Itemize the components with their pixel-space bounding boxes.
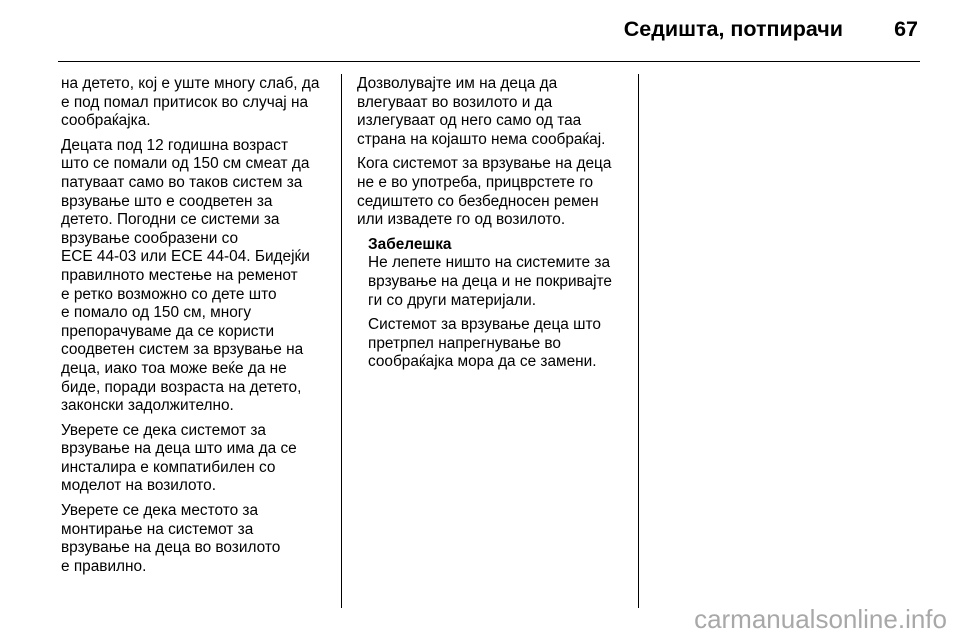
note-paragraph (368, 316, 633, 372)
text-line: или извадете го од возилото. (357, 211, 566, 229)
text-line: влегуваат во возилото и да (357, 93, 553, 111)
text-line: препорачуваме да се користи (61, 322, 275, 340)
text-line: Дозволувајте им на деца да (357, 75, 558, 92)
paragraph (61, 502, 337, 576)
text-line: патуваат само во таков систем за (61, 173, 303, 191)
text-line: е ретко возможно со дете што (61, 285, 277, 303)
paragraph (357, 75, 633, 149)
text-line: законски задолжително. (61, 397, 234, 415)
text-line: правилното местење на ременот (61, 266, 298, 284)
note-title: Забелешка (368, 235, 452, 253)
text-line: излегуваат од него само од таа (357, 112, 582, 130)
text-line: ECE 44-03 или ECE 44-04. Бидејќи (61, 248, 310, 266)
note-paragraph (368, 254, 633, 310)
paragraph (357, 155, 633, 229)
text-line: врзување сообразени со (61, 229, 239, 247)
text-line: инсталира е компатибилен со (61, 458, 276, 476)
text-line: врзување на деца во возилото (61, 539, 281, 557)
text-line: врзување што е соодветен за (61, 192, 273, 210)
text-line: врзување на деца и не покривајте (368, 272, 612, 290)
text-line: Децата под 12 годишна возраст (61, 136, 289, 154)
note-block (368, 236, 633, 372)
text-line: ги со други материјали. (368, 291, 536, 309)
text-line: страна на којашто нема сообраќај. (357, 130, 606, 148)
text-line: моделот на возилото. (61, 477, 216, 495)
text-line: Уверете се дека системот за (61, 421, 266, 439)
text-line: детето. Погодни се системи за (61, 211, 280, 229)
paragraph (61, 137, 337, 416)
page-title: Седишта, потпирачи (623, 17, 843, 41)
text-line: Уверете се дека местото за (61, 502, 259, 520)
text-line: е под помал притисок во случај на (61, 93, 309, 111)
text-line: седиштето со безбедносен ремен (357, 192, 599, 210)
paragraph (61, 422, 337, 496)
text-line: е помало од 150 см, многу (61, 304, 252, 322)
text-line: врзување на деца што има да се (61, 440, 297, 458)
text-line: Кога системот за врзување на деца (357, 155, 612, 173)
page-number: 67 (894, 17, 918, 41)
text-line: сообраќајка мора да се замени. (368, 353, 597, 371)
text-line: на детето, кој е уште многу слаб, да (61, 75, 320, 92)
text-line: Системот за врзување деца што (368, 316, 601, 334)
text-line: сообраќајка. (61, 112, 151, 130)
text-line: деца, иако тоа може веќе да не (61, 359, 287, 377)
text-column-middle (357, 75, 633, 378)
paragraph (61, 75, 337, 131)
text-line: монтирање на системот за (61, 520, 254, 538)
text-line: не е во употреба, прицврстете го (357, 173, 594, 191)
text-line: биде, поради возраста на детето, (61, 378, 302, 396)
text-line: соодветен систем за врзување на (61, 341, 304, 359)
column-divider-right (638, 74, 639, 608)
column-divider-left (341, 74, 342, 608)
text-line: претрпел напрегнување во (368, 334, 561, 352)
text-line: е правилно. (61, 557, 147, 575)
text-column-left (61, 75, 337, 582)
header-divider (58, 61, 920, 62)
text-line: Не лепете ништо на системите за (368, 254, 611, 272)
text-line: што се помали од 150 см смеат да (61, 155, 310, 173)
watermark: carmanualsonline.info (694, 604, 947, 634)
